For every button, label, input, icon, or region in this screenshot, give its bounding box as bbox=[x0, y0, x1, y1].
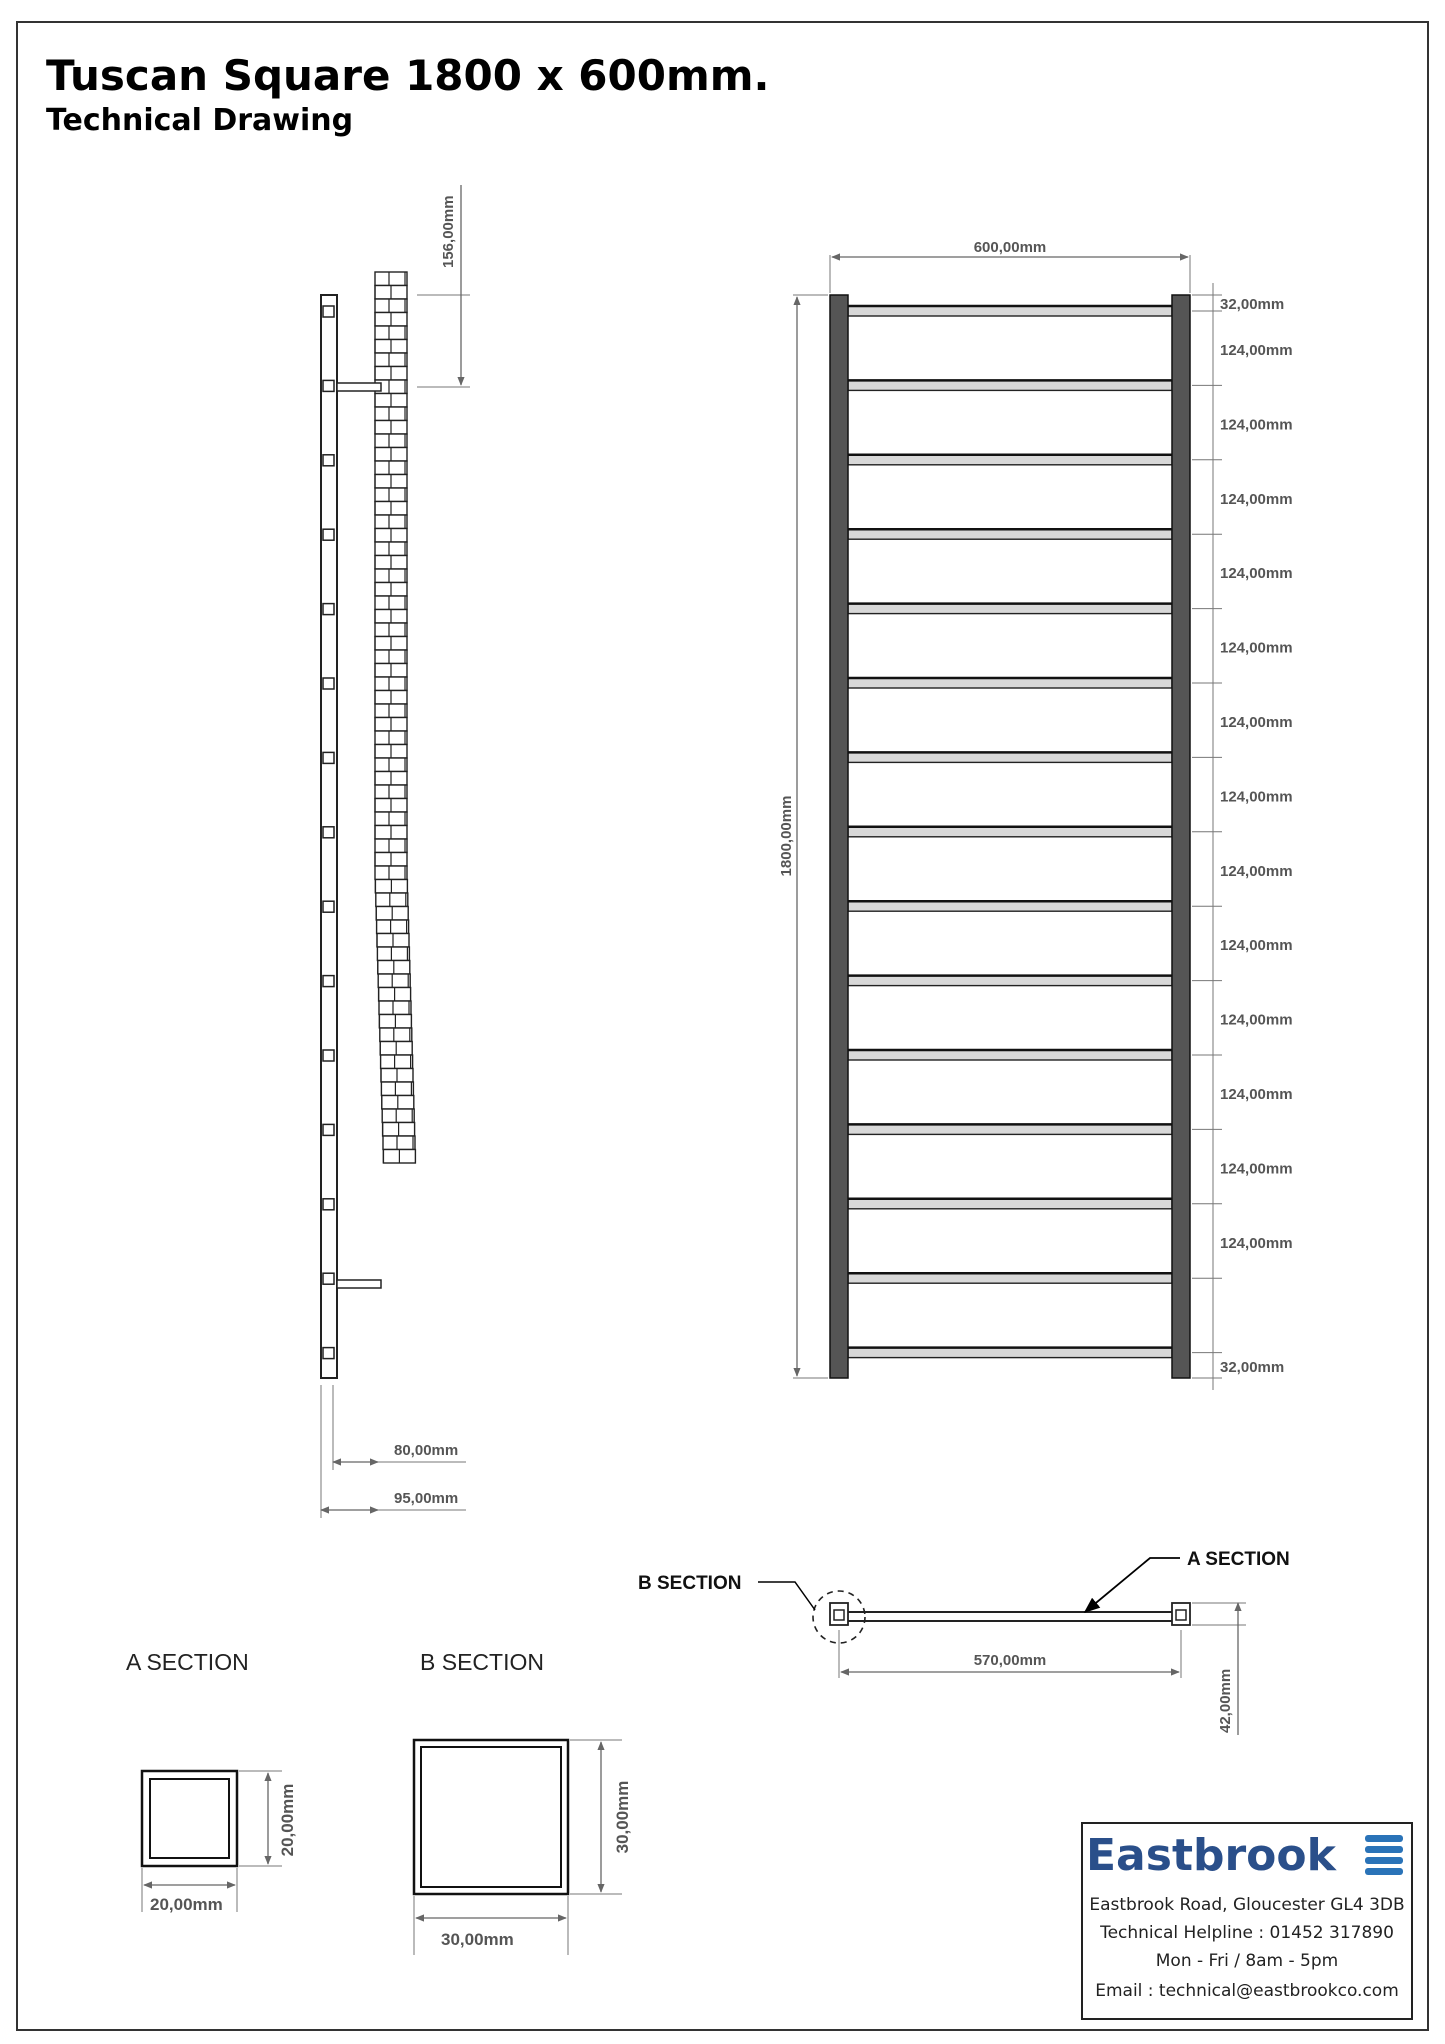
b-section-leader bbox=[758, 1582, 815, 1610]
side-bar-square bbox=[323, 1273, 334, 1284]
side-view bbox=[321, 185, 470, 1518]
dim-bar-spacing: 124,00mm bbox=[1220, 862, 1293, 880]
brick-row bbox=[375, 731, 407, 745]
brick-row bbox=[377, 920, 409, 934]
brick-row bbox=[375, 677, 407, 691]
dim-bar-spacing: 124,00mm bbox=[1220, 1160, 1293, 1178]
cross-bar bbox=[848, 455, 1172, 465]
side-bar-square bbox=[323, 1124, 334, 1135]
cross-bar bbox=[848, 827, 1172, 837]
section-b-width: 30,00mm bbox=[441, 1930, 514, 1949]
side-bar-square bbox=[323, 380, 334, 391]
dim-depth-outer: 95,00mm bbox=[394, 1490, 459, 1507]
section-b-height: 30,00mm bbox=[613, 1780, 632, 1854]
b-section-callout: B SECTION bbox=[638, 1573, 742, 1594]
front-cross-bars bbox=[848, 306, 1172, 1358]
cross-bar bbox=[848, 529, 1172, 539]
brick-row bbox=[375, 488, 407, 502]
brick-row bbox=[375, 650, 407, 664]
cross-bar bbox=[848, 752, 1172, 762]
cross-bar bbox=[848, 306, 1172, 316]
brick-row bbox=[375, 812, 407, 826]
brick-row bbox=[375, 461, 407, 475]
plan-bar bbox=[833, 1612, 1177, 1621]
side-bar-square bbox=[323, 976, 334, 987]
cross-bar bbox=[848, 1348, 1172, 1358]
brick-row bbox=[375, 353, 407, 367]
section-a-inner bbox=[150, 1779, 229, 1858]
brick-row bbox=[375, 434, 407, 448]
side-bar-square bbox=[323, 901, 334, 912]
a-section-callout: A SECTION bbox=[1187, 1549, 1290, 1570]
cross-bar bbox=[848, 901, 1172, 911]
side-bar-square bbox=[323, 1050, 334, 1061]
dim-depth-inner: 80,00mm bbox=[394, 1442, 459, 1459]
brick-row bbox=[375, 569, 407, 583]
section-b-inner bbox=[421, 1747, 561, 1887]
side-bar-square bbox=[323, 827, 334, 838]
cross-bar bbox=[848, 1050, 1172, 1060]
brick-row bbox=[383, 1136, 415, 1150]
section-b-detail bbox=[414, 1649, 632, 1955]
dim-plan-depth: 42,00mm bbox=[1217, 1668, 1234, 1733]
front-view bbox=[778, 239, 1293, 1390]
brick-wall bbox=[375, 272, 415, 1163]
cross-bar bbox=[848, 976, 1172, 986]
dim-bar-spacing: 124,00mm bbox=[1220, 342, 1293, 359]
company-email[interactable]: Email : technical@eastbrookco.com bbox=[1095, 1981, 1399, 2001]
section-a-width: 20,00mm bbox=[150, 1895, 223, 1914]
brick-row bbox=[375, 596, 407, 610]
brick-row bbox=[381, 1055, 413, 1069]
brick-row bbox=[375, 515, 407, 529]
right-upright bbox=[1172, 295, 1190, 1378]
company-logo-text: Eastbrook bbox=[1086, 1830, 1336, 1881]
dim-bar-spacing: 124,00mm bbox=[1220, 1086, 1293, 1103]
bar-spacing-dims bbox=[1192, 283, 1293, 1390]
brick-row bbox=[378, 974, 410, 988]
cross-bar bbox=[848, 678, 1172, 688]
section-a-height: 20,00mm bbox=[278, 1783, 297, 1857]
cross-bar bbox=[848, 604, 1172, 614]
dim-bar-spacing: 124,00mm bbox=[1220, 416, 1293, 434]
company-hours: Mon - Fri / 8am - 5pm bbox=[1155, 1951, 1339, 1971]
dim-bar-spacing: 124,00mm bbox=[1220, 788, 1293, 806]
brick-row bbox=[375, 272, 407, 286]
side-bar-square bbox=[323, 529, 334, 540]
brick-row bbox=[375, 542, 407, 556]
brick-row bbox=[375, 704, 407, 718]
dim-bar-spacing: 124,00mm bbox=[1220, 1011, 1293, 1029]
dim-top-offset: 156,00mm bbox=[440, 195, 457, 268]
bottom-wall-bracket bbox=[337, 1280, 381, 1288]
dim-bar-spacing: 124,00mm bbox=[1220, 1234, 1293, 1252]
left-upright bbox=[830, 295, 848, 1378]
drawing-subtitle: Technical Drawing bbox=[46, 103, 354, 138]
dim-bar-spacing: 124,00mm bbox=[1220, 714, 1293, 731]
drawing-title: Tuscan Square 1800 x 600mm. bbox=[46, 51, 770, 100]
brick-row bbox=[375, 758, 407, 772]
plan-view bbox=[638, 1549, 1290, 1735]
brick-row bbox=[382, 1109, 414, 1123]
section-a-title: A SECTION bbox=[126, 1649, 249, 1675]
brick-row bbox=[375, 623, 407, 637]
section-b-title: B SECTION bbox=[420, 1649, 544, 1675]
cross-bar bbox=[848, 1124, 1172, 1134]
dim-top-margin: 32,00mm bbox=[1220, 296, 1285, 313]
brick-row bbox=[375, 866, 407, 880]
brick-row bbox=[379, 1001, 411, 1015]
side-bar-square bbox=[323, 752, 334, 763]
dim-bar-spacing: 124,00mm bbox=[1220, 639, 1293, 657]
side-bar-square bbox=[323, 604, 334, 615]
side-rail-bars bbox=[323, 306, 334, 1359]
brick-row bbox=[375, 299, 407, 313]
brick-row bbox=[375, 785, 407, 799]
side-bar-square bbox=[323, 455, 334, 466]
dim-bar-spacing: 124,00mm bbox=[1220, 937, 1293, 955]
cross-bar bbox=[848, 380, 1172, 390]
a-section-leader bbox=[1085, 1558, 1180, 1612]
company-info-box bbox=[1082, 1823, 1412, 2019]
brick-row bbox=[375, 326, 407, 340]
cross-bar bbox=[848, 1199, 1172, 1209]
dim-width: 600,00mm bbox=[973, 239, 1047, 256]
brick-row bbox=[375, 839, 407, 853]
brick-row bbox=[375, 407, 407, 421]
brick-row bbox=[380, 1028, 412, 1042]
company-helpline: Technical Helpline : 01452 317890 bbox=[1100, 1923, 1394, 1943]
side-bar-square bbox=[323, 678, 334, 689]
cross-bar bbox=[848, 1273, 1172, 1283]
brick-row bbox=[376, 893, 408, 907]
plan-left-tube bbox=[834, 1610, 844, 1620]
brick-row bbox=[377, 947, 409, 961]
dim-bar-spacing: 124,00mm bbox=[1220, 490, 1293, 508]
top-wall-bracket bbox=[337, 383, 381, 391]
brick-row bbox=[381, 1082, 413, 1096]
side-bar-square bbox=[323, 1348, 334, 1359]
company-address: Eastbrook Road, Gloucester GL4 3DB bbox=[1089, 1895, 1405, 1915]
dim-bar-spacing: 124,00mm bbox=[1220, 565, 1293, 583]
section-a-detail bbox=[126, 1649, 297, 1914]
dim-height: 1800,00mm bbox=[778, 795, 795, 877]
dim-centres: 570,00mm bbox=[973, 1652, 1047, 1669]
side-bar-square bbox=[323, 306, 334, 317]
dim-bottom-margin: 32,00mm bbox=[1220, 1359, 1285, 1376]
side-bar-square bbox=[323, 1199, 334, 1210]
plan-right-tube bbox=[1176, 1610, 1186, 1620]
